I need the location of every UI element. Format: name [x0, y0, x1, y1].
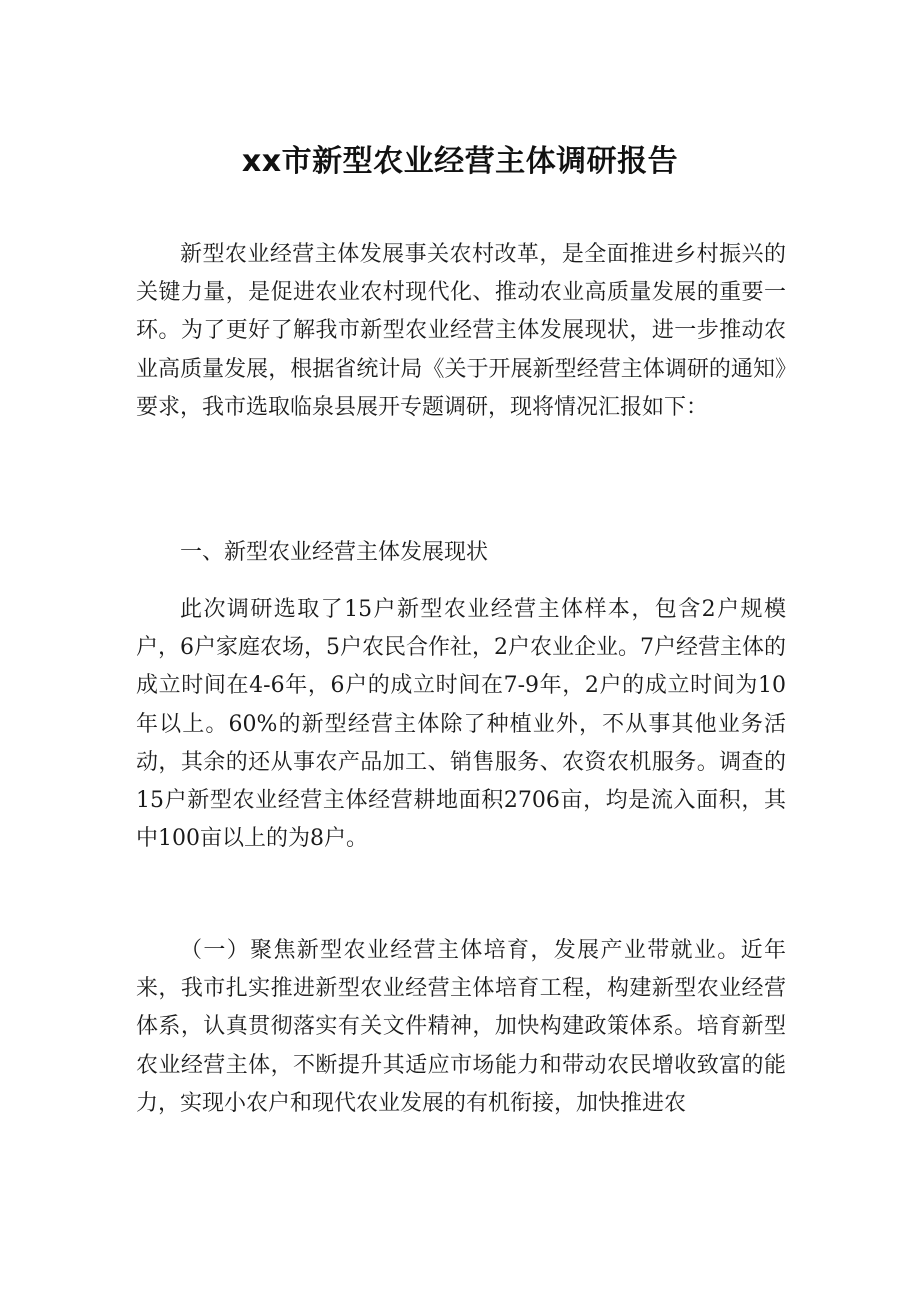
section-heading: 一、新型农业经营主体发展现状 — [180, 540, 489, 565]
status-paragraph: 此次调研选取了15户新型农业经营主体样本，包含2户规模户，6户家庭农场，5户农民合作社，2户农业企业。7户经营主体的成立时间在4-6年，6户的成立时间在7-9年，2户的成立时间为10年以上。60%的新型经营主体除了种植业外，不从事其他业务活动，其余的还从事农产品加工、销售服务、农资农机服务。调查的15户新型农业经营主体经营耕地面积2706亩，均是流入面积，其中100亩以上的为8户。 — [136, 597, 786, 852]
intro-paragraph: 新型农业经营主体发展事关农村改革，是全面推进乡村振兴的关键力量，是促进农业农村现代化、推动农业高质量发展的重要一环。为了更好了解我市新型农业经营主体发展现状，进一步推动农业高质量发展，根据省统计局《关于开展新型经营主体调研的通知》要求，我市选取临泉县展开专题调研，现将情况汇报如下： — [136, 242, 786, 420]
document-title: xx市新型农业经营主体调研报告 — [241, 144, 679, 179]
subsection-paragraph: （一）聚焦新型农业经营主体培育，发展产业带就业。近年来，我市扎实推进新型农业经营主体培育工程，构建新型农业经营体系，认真贯彻落实有关文件精神，加快构建政策体系。培育新型农业经营主体，不断提升其适应市场能力和带动农民增收致富的能力，实现小农户和现代农业发展的有机衔接，加快推进农 — [136, 938, 786, 1116]
